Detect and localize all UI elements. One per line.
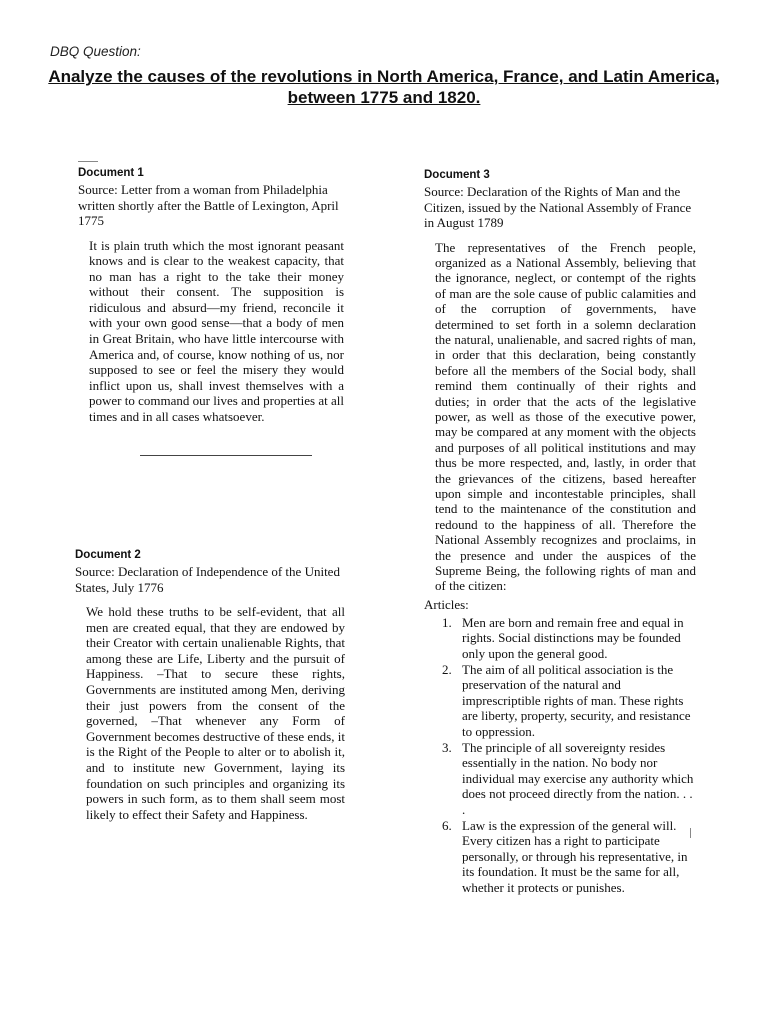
article-number: 2. — [442, 661, 452, 677]
dbq-label: DBQ Question: — [50, 44, 141, 59]
article-number: 3. — [442, 739, 452, 755]
document-2 — [75, 548, 345, 822]
article-number: 6. — [442, 817, 452, 833]
articles-list — [442, 615, 696, 896]
document-title: Document 2 — [75, 549, 141, 561]
article-item — [442, 818, 696, 896]
document-source: Source: Letter from a woman from Philadelphia written shortly after the Battle of Lexington, April 1775 — [78, 182, 339, 228]
scan-mark — [690, 828, 691, 838]
document-1 — [78, 166, 344, 425]
document-title: Document 3 — [424, 169, 490, 181]
scan-mark — [78, 161, 98, 162]
articles-title: Articles: — [424, 596, 469, 612]
article-text: The principle of all sovereignty resides essentially in the nation. No body nor individual may exercise any authority which does not proceed directly from the nation. . . . — [462, 739, 694, 817]
document-source: Source: Declaration of the Rights of Man and the Citizen, issued by the National Assembly of France in August 1789 — [424, 184, 692, 230]
dbq-heading: Analyze the causes of the revolutions in North America, France, and Latin America, between 1775 and 1820. — [48, 67, 720, 107]
document-title: Document 1 — [78, 167, 144, 179]
article-item — [442, 662, 696, 740]
article-item — [442, 740, 696, 818]
document-source: Source: Declaration of Independence of the United States, July 1776 — [75, 564, 340, 595]
document-text: It is plain truth which the most ignorant peasant knows and is clear to the weakest capacity, that no man has a right to the take their money without their consent. The supposition is ridiculous and absurd—my friend, reconcile it with your own good sense—that a body of men in Great Britain, who have little intercourse with America and, of course, know nothing of us, nor supposed to see or feel the misery they would inflict upon us, shall invest themselves with a power to command our lives and properties at all times and in all cases whatsoever. — [89, 237, 344, 425]
article-item — [442, 615, 696, 662]
document-text: The representatives of the French people, organized as a National Assembly, believing that the ignorance, neglect, or contempt of the rights of man are the sole cause of public calamities and of the corruption of governments, have determined to set forth in a solemn declaration the natural, unalienable, and sacred rights of man, in order that this declaration, being constantly before all the members of the Social body, shall remind them continually of their rights and duties; in order that the acts of the legislative power, as well as those of the executive power, may be compared at any moment with the objects and purposes of all political institutions and may thus be more respected, and, lastly, in order that the grievances of the citizens, based hereafter upon simple and incontestable principles, shall tend to the maintenance of the constitution and redound to the happiness of all. Therefore the National Assembly recognizes and proclaims, in the presence and under the auspices of the Supreme Being, the following rights of man and of the citizen: — [435, 239, 696, 594]
section-divider — [140, 455, 312, 456]
document-text: We hold these truths to be self-evident, that all men are created equal, that they are endowed by their Creator with certain unalienable Rights, that among these are Life, Liberty and the pursuit of Happiness. –That to secure these rights, Governments are instituted among Men, deriving their just powers from the consent of the governed, –That whenever any Form of Government becomes destructive of these ends, it is the Right of the People to alter or to abolish it, and to institute new Government, laying its foundation on such principles and organizing its powers in such form, as to them shall seem most likely to effect their Safety and Happiness. — [86, 604, 345, 822]
article-text: The aim of all political association is the preservation of the natural and imprescriptible rights of man. These rights are liberty, property, security, and resistance to oppression. — [462, 661, 691, 739]
article-text: Men are born and remain free and equal in rights. Social distinctions may be founded only upon the general good. — [462, 614, 684, 662]
document-3 — [424, 168, 696, 896]
article-text: Law is the expression of the general will. Every citizen has a right to participate personally, or through his representative, in its foundation. It must be the same for all, whether it protects or punishes. — [462, 817, 688, 895]
article-number: 1. — [442, 614, 452, 630]
